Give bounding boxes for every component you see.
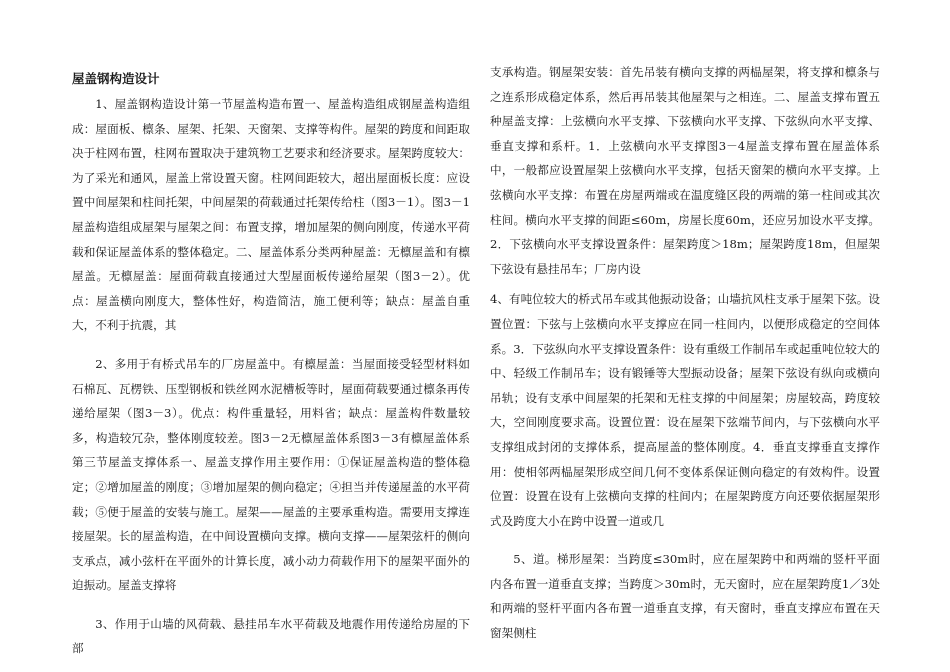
right-column — [490, 60, 880, 646]
paragraph-2: 2、多用于有桥式吊车的厂房屋盖中。有檩屋盖：当屋面接受轻型材料如石棉瓦、瓦楞铁、压型钢板和铁丝网水泥槽板等时，屋面荷载要通过檩条再传递给屋架（图3－3）。优点：构件重量轻，用料省；缺点：屋盖构件数量较多，构造较冗杂，整体刚度较差。图3－2无檩屋盖体系图3－3有檩屋盖体系第三节屋盖支撑体系一、屋盖支撑作用主要作用：①保证屋盖构造的整体稳定；②增加屋盖的刚度；③增加屋架的侧向稳定；④担当并传递屋盖的水平荷载；⑤便于屋盖的安装与施工。屋架——屋盖的主要承重构造。需要用支撑连接屋架。长的屋盖构造，在中间设置横向支撑。横向支撑——屋架弦杆的侧向支承点，减小弦杆在平面外的计算长度，减小动力荷载作用下的屋架平面外的迫振动。屋盖支撑将 — [72, 356, 470, 593]
paragraph-3-continued: 支承构造。钢屋架安装：首先吊装有横向支撑的两榀屋架，将支撑和檩条与之连系形成稳定体系，然后再吊装其他屋架与之相连。二、屋盖支撑布置五种屋盖支撑：上弦横向水平支撑、下弦横向水平支撑、下弦纵向水平支撑、垂直支撑和系杆。1．上弦横向水平支撑图3－4屋盖支撑布置在屋盖体系中，一般都应设置屋架上弦横向水平支撑，包括天窗架的横向水平支撑。上弦横向水平支撑：布置在房屋两端或在温度缝区段的两端的第一柱间或其次柱间。横向水平支撑的间距≤60m，房屋长度60m，还应另加设水平支撑。2．下弦横向水平支撑设置条件：屋架跨度＞18m；屋架跨度18m，但屋架下弦设有悬挂吊车；厂房内设 — [490, 65, 880, 276]
paragraph-4: 4、有吨位较大的桥式吊车或其他振动设备；山墙抗风柱支承于屋架下弦。设置位置：下弦与上弦横向水平支撑应在同一柱间内，以便形成稳定的空间体系。3．下弦纵向水平支撑设置条件：设有重级工作制吊车或起重吨位较大的中、轻级工作制吊车；设有锻锤等大型振动设备；屋架下弦设有纵向或横向吊轨；设有支承中间屋架的托架和无柱支撑的中间屋架；房屋较高，跨度较大，空间刚度要求高。设置位置：设在屋架下弦端节间内，与下弦横向水平支撑组成封闭的支撑体系，提高屋盖的整体刚度。4．垂直支撑垂直支撑作用：使相邻两榀屋架形成空间几何不变体系保证侧向稳定的有效构件。设置位置：设置在设有上弦横向支撑的柱间内；在屋架跨度方向还要依据屋架形式及跨度大小在跨中设置一道或几 — [490, 292, 880, 528]
paragraph-1: 1、屋盖钢构造设计第一节屋盖构造布置一、屋盖构造组成钢屋盖构造组成：屋面板、檩条、屋架、托架、天窗架、支撑等构件。屋架的跨度和间距取决于柱网布置，柱网布置取决于建筑物工艺要求和经济要求。屋架跨度较大：为了采光和通风，屋盖上常设置天窗。柱网间距较大，超出屋面板长度：应设置中间屋架和柱间托架，中间屋架的荷载通过托架传给柱（图3－1）。图3－1屋盖构造组成屋架与屋架之间：布置支撑，增加屋架的侧向刚度，传递水平荷载和保证屋盖体系的整体稳定。二、屋盖体系分类两种屋盖：无檩屋盖和有檩屋盖。无檩屋盖：屋面荷载直接通过大型屋面板传递给屋架（图3－2）。优点：屋盖横向刚度大，整体性好，构造简洁，施工便利等；缺点：屋盖自重大，不利于抗震，其 — [72, 97, 470, 333]
document-title: 屋盖钢构造设计 — [72, 71, 160, 86]
paragraph-5: 5、道。梯形屋架：当跨度≤30m时，应在屋架跨中和两端的竖杆平面内各布置一道垂直支撑；当跨度＞30m时，无天窗时，应在屋架跨度1／3处和两端的竖杆平面内各布置一道垂直支撑，有天窗时，垂直支撑应布置在天窗架侧柱 — [490, 552, 880, 641]
paragraph-3: 3、作用于山墙的风荷载、悬挂吊车水平荷载及地震作用传递给房屋的下部 — [72, 616, 470, 656]
left-column — [72, 60, 470, 661]
